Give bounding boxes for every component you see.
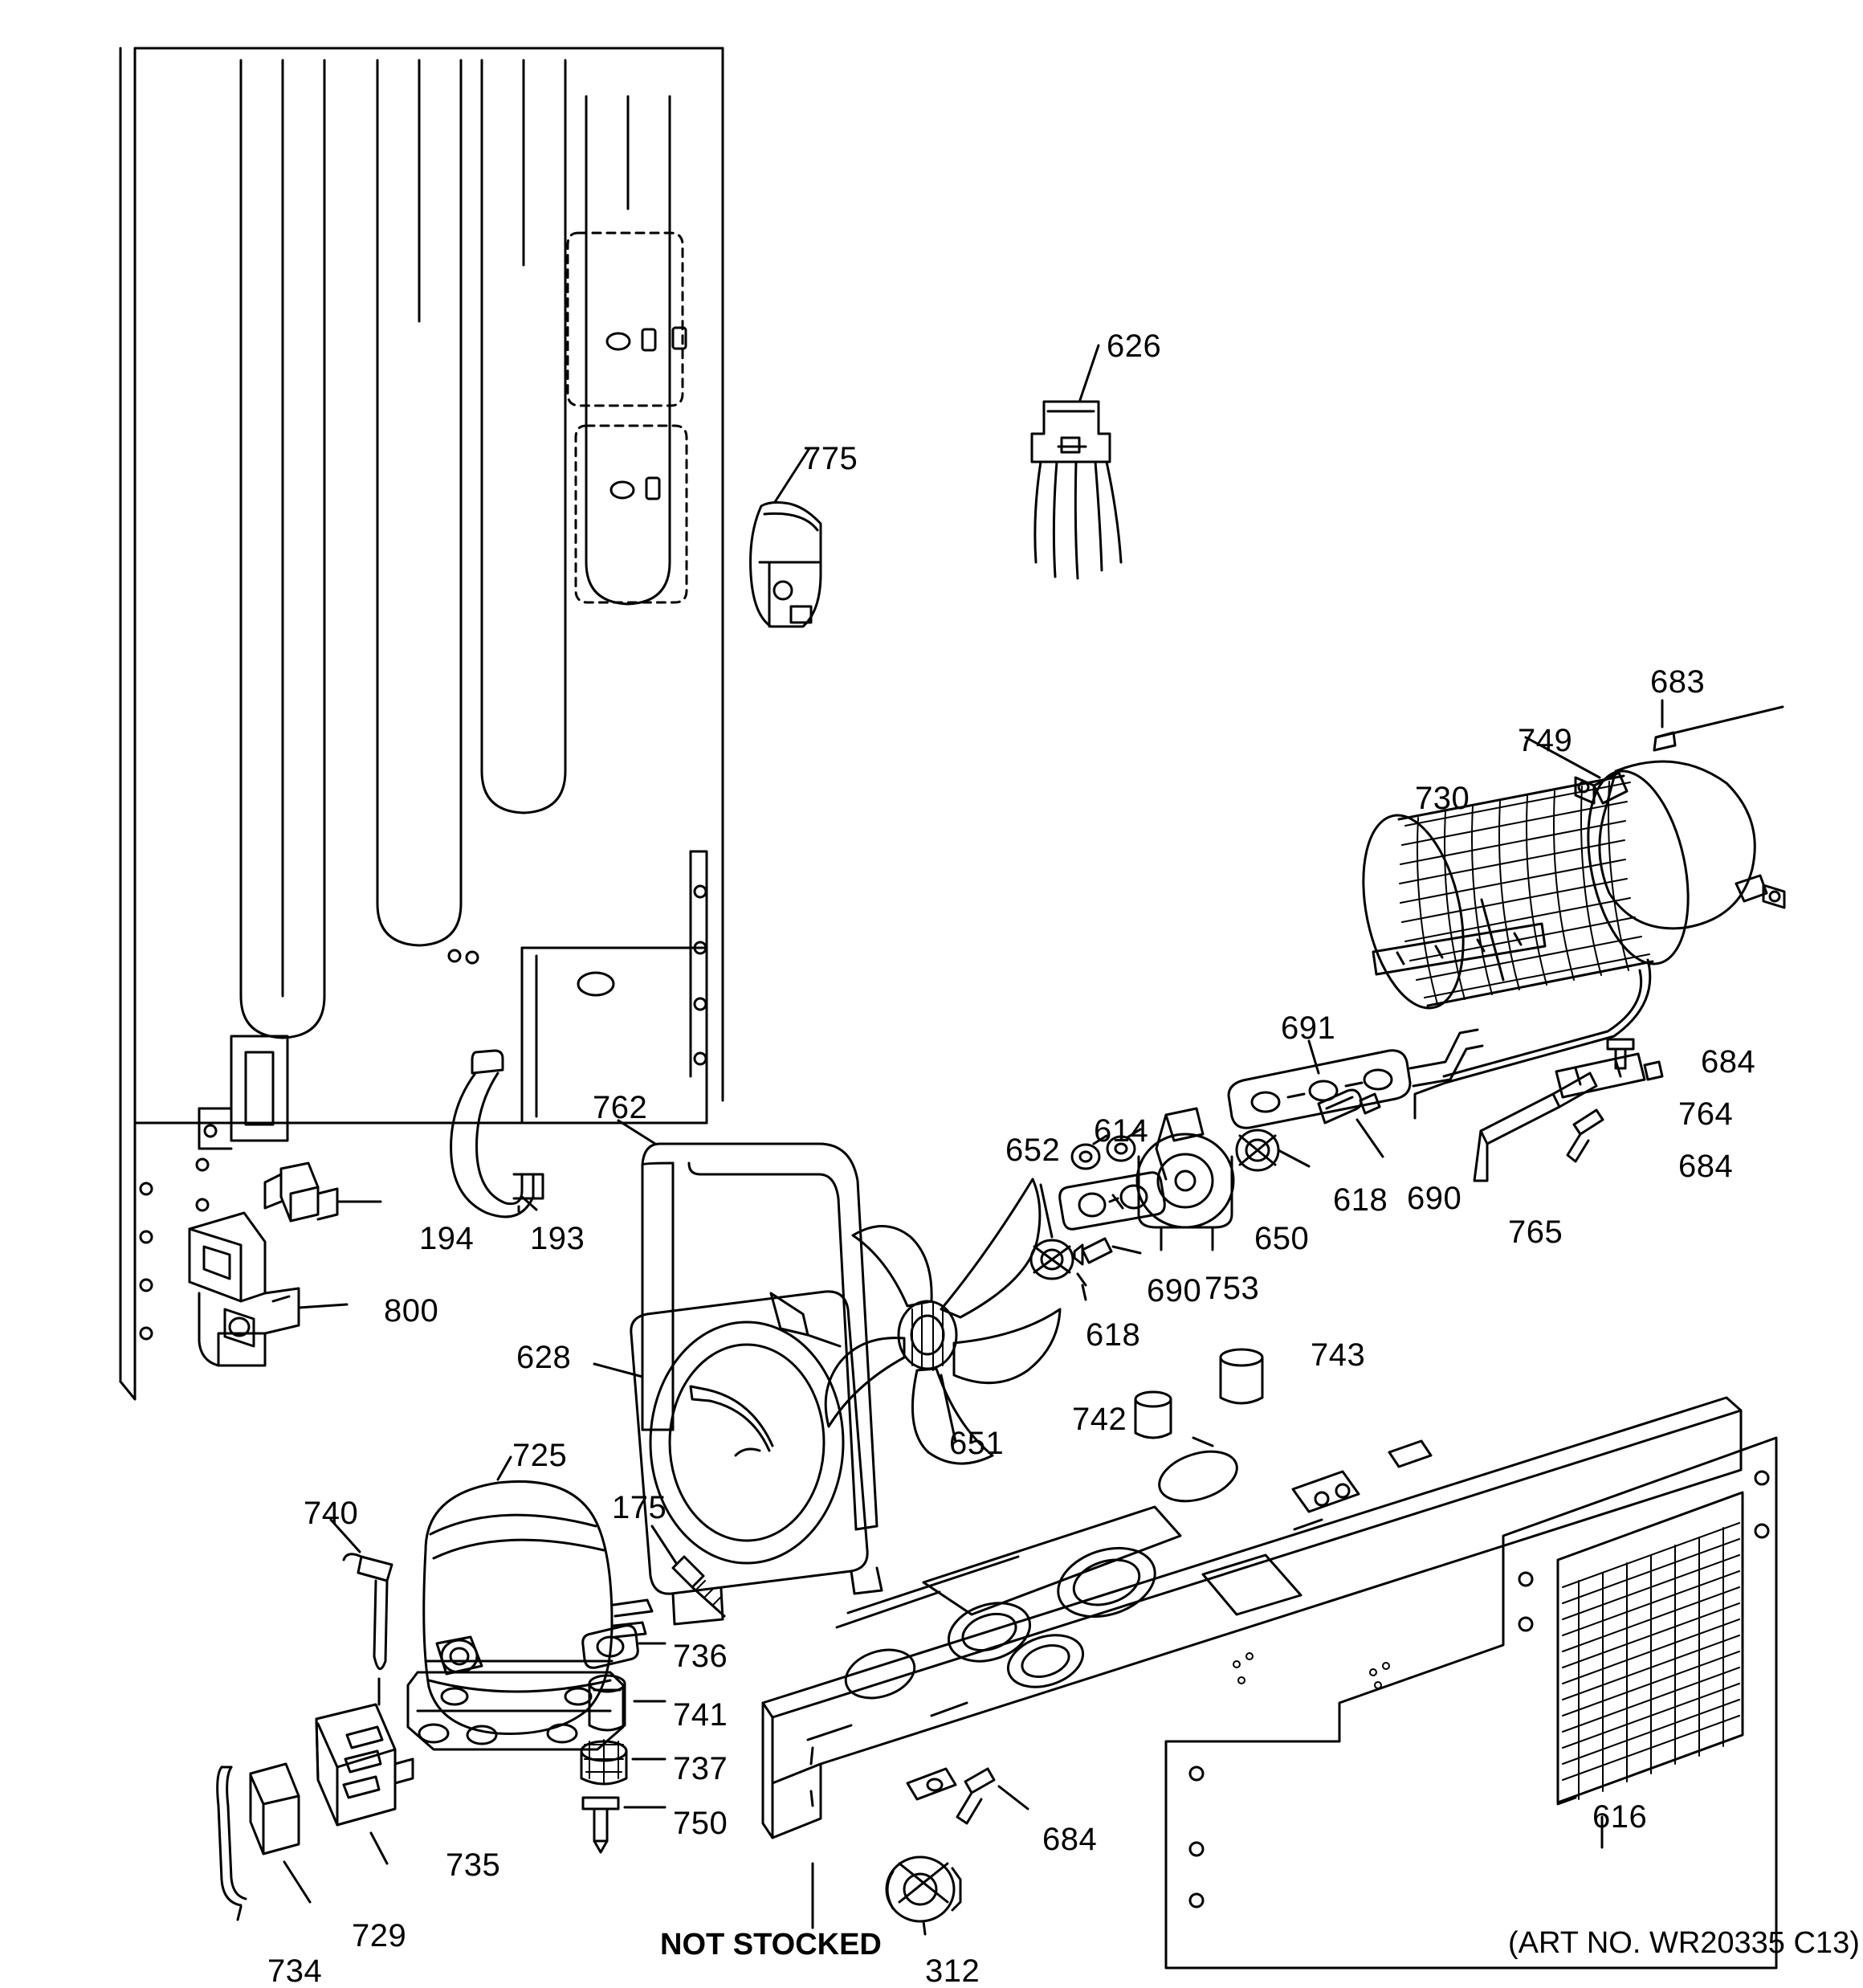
callout-737: 737 — [673, 1751, 728, 1786]
callout-740: 740 — [304, 1496, 359, 1531]
callout-626: 626 — [1107, 329, 1162, 364]
callout-750: 750 — [673, 1806, 728, 1841]
callout-683: 683 — [1650, 664, 1706, 700]
part-684-bottom — [957, 1769, 1028, 1823]
part-650 — [1137, 1108, 1233, 1250]
callout-800: 800 — [384, 1293, 439, 1329]
part-735 — [316, 1704, 413, 1863]
part-618-right — [1237, 1130, 1309, 1170]
part-737 — [581, 1740, 665, 1784]
part-740 — [331, 1520, 392, 1704]
callout-736: 736 — [673, 1639, 728, 1674]
callout-762: 762 — [593, 1090, 648, 1125]
part-193 — [451, 1051, 543, 1217]
callout-729: 729 — [352, 1918, 407, 1953]
part-742 — [1135, 1392, 1171, 1438]
part-734 — [218, 1767, 246, 1920]
callout-684-top: 684 — [1701, 1044, 1756, 1080]
part-743 — [1221, 1349, 1262, 1403]
part-765 — [1474, 1073, 1596, 1181]
callout-742: 742 — [1072, 1402, 1127, 1437]
part-626 — [1032, 345, 1121, 578]
callout-618-right: 618 — [1333, 1182, 1388, 1218]
callout-312: 312 — [925, 1953, 980, 1988]
callout-684-mid: 684 — [1678, 1149, 1734, 1184]
callout-616: 616 — [1592, 1799, 1648, 1835]
callout-650: 650 — [1254, 1221, 1310, 1256]
part-684-top — [1608, 1039, 1633, 1068]
part-312 — [887, 1857, 960, 1934]
callout-614: 614 — [1094, 1113, 1149, 1149]
callout-690-right: 690 — [1407, 1181, 1462, 1216]
part-690-left — [1074, 1239, 1140, 1264]
callout-193: 193 — [530, 1221, 585, 1256]
callout-652: 652 — [1005, 1133, 1061, 1168]
part-628 — [594, 1292, 882, 1624]
callout-684-bottom: 684 — [1042, 1822, 1098, 1857]
cabinet-liner — [120, 48, 723, 1399]
callout-725: 725 — [512, 1438, 568, 1473]
part-690-right — [1319, 1090, 1383, 1157]
callout-690-left: 690 — [1147, 1273, 1202, 1308]
part-691 — [1229, 1030, 1482, 1128]
part-764 — [1556, 1054, 1662, 1097]
part-616 — [1166, 1438, 1776, 1968]
part-618-left — [1078, 1274, 1086, 1300]
part-194 — [265, 1163, 381, 1221]
callout-775: 775 — [803, 441, 858, 476]
callout-753: 753 — [1205, 1271, 1260, 1306]
base-pan — [763, 1398, 1741, 1838]
part-800 — [190, 1213, 347, 1365]
not-stocked-note: NOT STOCKED — [660, 1928, 882, 1961]
callout-749: 749 — [1518, 723, 1573, 758]
callout-628: 628 — [516, 1340, 572, 1375]
callout-730: 730 — [1415, 781, 1470, 816]
part-741 — [589, 1676, 665, 1730]
callout-618-left: 618 — [1086, 1317, 1141, 1353]
callout-691: 691 — [1281, 1010, 1336, 1046]
part-684-mid — [1567, 1110, 1603, 1161]
callout-194: 194 — [419, 1221, 475, 1256]
part-762 — [618, 1121, 877, 1529]
callout-765: 765 — [1508, 1214, 1563, 1250]
part-729 — [251, 1764, 310, 1902]
callout-743: 743 — [1311, 1337, 1366, 1373]
callout-175: 175 — [612, 1490, 667, 1525]
part-683 — [1654, 700, 1783, 750]
callout-735: 735 — [446, 1847, 501, 1883]
callout-734: 734 — [267, 1953, 323, 1988]
callout-651: 651 — [949, 1426, 1005, 1461]
part-753 — [1060, 1173, 1165, 1230]
art-number-label: (ART NO. WR20335 C13) — [1508, 1926, 1860, 1960]
callout-764: 764 — [1678, 1096, 1734, 1132]
part-750 — [583, 1798, 665, 1852]
callout-741: 741 — [673, 1697, 728, 1733]
